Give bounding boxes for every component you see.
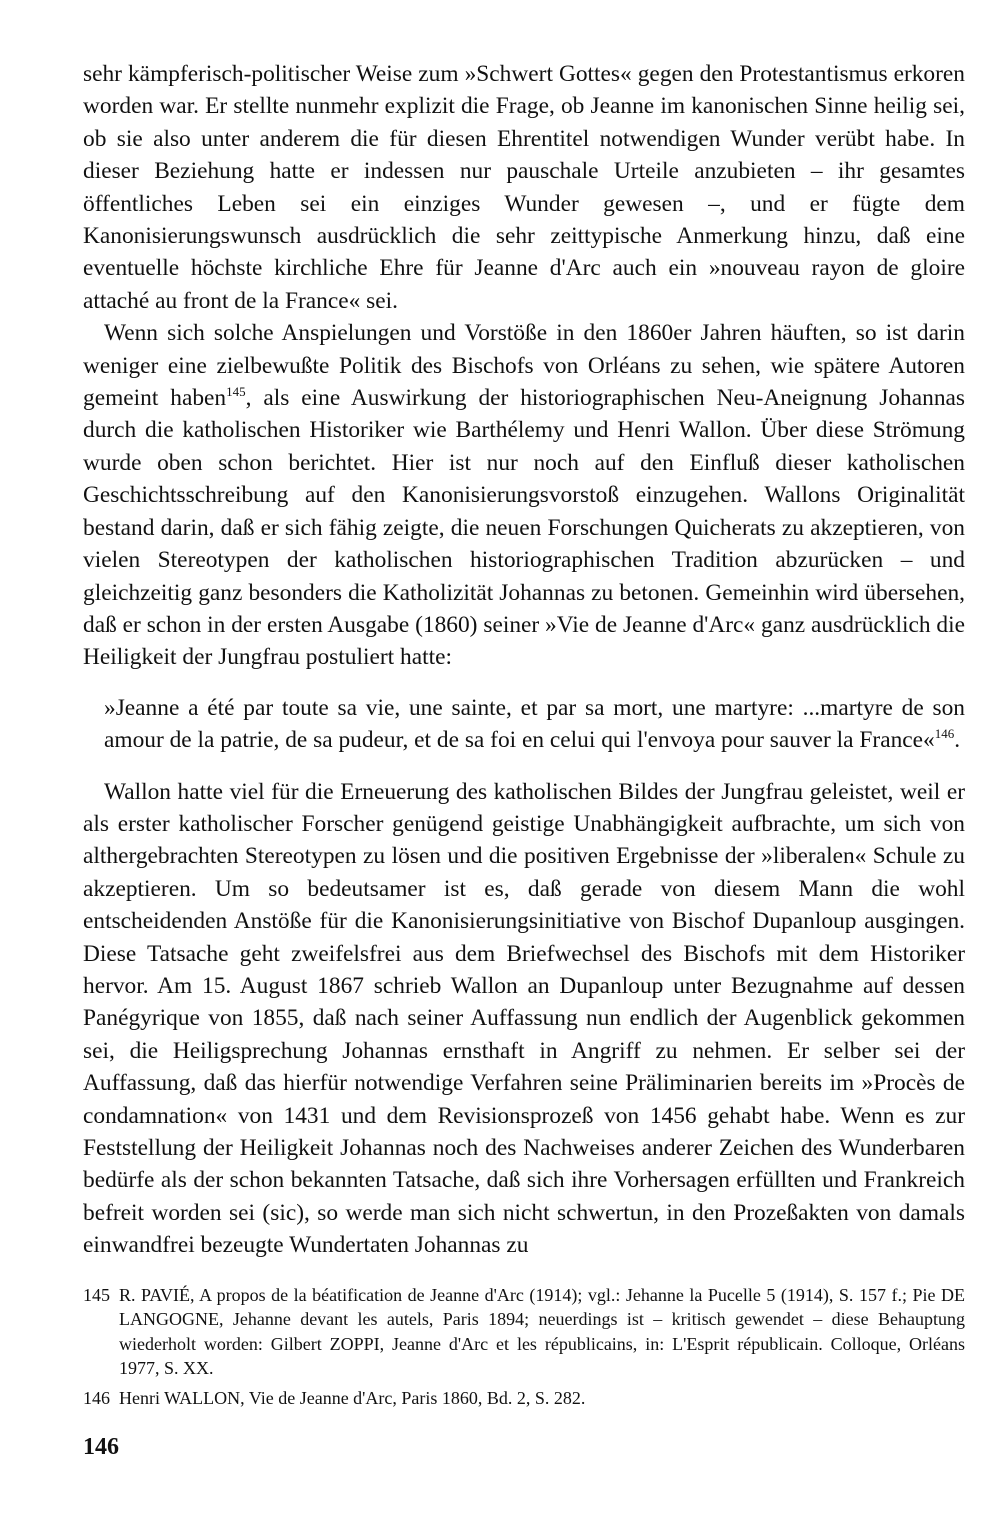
page-number: 146	[83, 1434, 119, 1460]
footnote-number: 145	[83, 1285, 110, 1305]
quote-text: »Jeanne a été par toute sa vie, une sainte, et par sa mort, une martyre: ...martyre de son amour de la patrie, de sa pudeur, et de sa foi en celui qui l'envoya pour sauver la France«	[104, 694, 965, 754]
paragraph-1: sehr kämpferisch-politischer Weise zum »Schwert Gottes« gegen den Protestantismus erkoren worden war. Er stellte nunmehr explizit die Frage, ob Jeanne im kanonischen Sinne heilig sei, ob sie also unter anderem die für diesen Ehrentitel notwendigen Wunder verübt habe. In dieser Beziehung hatte er indessen nur pauschale Urteile anzubieten – ihr gesamtes öffentliches Leben sei ein einziges Wunder gewesen –, und er fügte dem Kanonisierungswunsch ausdrücklich die sehr zeittypische Anmerkung hinzu, daß eine eventuelle höchste kirchliche Ehre für Jeanne d'Arc auch ein »nouveau rayon de gloire attaché au front de la France« sei.	[83, 61, 965, 314]
paragraph-2-text-end: , als eine Auswirkung der historiographischen Neu-Aneignung Johannas durch die katholischen Historiker wie Barthélemy und Henri Wallon. Über diese Strömung wurde oben schon berichtet. Hier ist nur noch auf den Einfluß dieser katholischen Geschichtsschreibung auf den Kanonisierungsvorstoß einzugehen. Wallons Originalität bestand darin, daß er sich fähig zeigte, die neuen Forschungen Quicherats zu akzeptieren, von vielen Stereotypen der katholischen historiographischen Tradition abzurücken – und gleichzeitig ganz besonders die Katholizität Johannas zu betonen. Gemeinhin wird übersehen, daß er schon in der ersten Ausgabe (1860) seiner »Vie de Jeanne d'Arc« ganz ausdrücklich die Heiligkeit der Jungfrau postuliert hatte:	[83, 385, 966, 671]
footnote-ref-146: 146	[934, 726, 955, 742]
quote-end: .	[954, 727, 961, 754]
footnote-145	[83, 1283, 965, 1381]
paragraph-2-text-start: Wenn sich solche Anspielungen und Vorstöße in den 1860er Jahren häuften, so ist darin weniger eine zielbewußte Politik des Bischofs von Orléans zu sehen, wie spätere Autoren gemeint haben	[83, 320, 965, 412]
footnote-text: Henri WALLON, Vie de Jeanne d'Arc, Paris 1860, Bd. 2, S. 282.	[119, 1387, 586, 1408]
footnote-text: R. PAVIÉ, A propos de la béatification de Jeanne d'Arc (1914); vgl.: Jehanne la Pucelle 5 (1914), S. 157 f.; Pie DE LANGOGNE, Jehanne devant les autels, Paris 1894; neuerdings ist – kritisch gewendet – diese Behauptung wiederholt worden: Gilbert ZOPPI, Jeanne d'Arc et les républicains, in: L'Esprit républicain. Colloque, Orléans 1977, S. XX.	[119, 1285, 965, 1379]
main-text	[83, 58, 965, 1262]
footnote-ref-145: 145	[226, 384, 246, 400]
footnote-number: 146	[83, 1387, 110, 1408]
block-quote	[83, 692, 965, 757]
paragraph-3: Wallon hatte viel für die Erneuerung des katholischen Bildes der Jungfrau geleistet, weil er als erster katholischer Forscher genügend geistige Unabhängigkeit aufbrachte, um sich von althergebrachten Stereotypen zu lösen und die positiven Ergebnisse der »liberalen« Schule zu akzeptieren. Um so bedeutsamer ist es, daß gerade von diesem Mann die wohl entscheidenden Anstöße für die Kanonisierungsinitiative von Bischof Dupanloup ausgingen. Diese Tatsache geht zweifelsfrei aus dem Briefwechsel des Bischofs mit dem Historiker hervor. Am 15. August 1867 schrieb Wallon an Dupanloup unter Bezugnahme auf dessen Panégyrique von 1855, daß nach seiner Auffassung nun endlich der Augenblick gekommen sei, die Heiligsprechung Johannas ernsthaft in Angriff zu nehmen. Er selber sei der Auffassung, daß das hierfür notwendige Verfahren seine Präliminarien bereits im »Procès de condamnation« von 1431 und dem Revisionsprozeß von 1456 gehabt habe. Wenn es zur Feststellung der Heiligkeit Johannas noch des Nachweises anderer Zeichen des Wunderbaren bedürfe als der schon bekannten Tatsache, daß sich ihre Vorhersagen erfüllten und Frankreich befreit worden sei (sic), so werde man sich nicht schwertun, in den Prozeßakten von damals einwandfrei bezeugte Wundertaten Johannas zu	[83, 778, 965, 1259]
footnotes	[83, 1283, 965, 1415]
paragraph-2	[83, 317, 965, 673]
footnote-146	[83, 1386, 965, 1410]
